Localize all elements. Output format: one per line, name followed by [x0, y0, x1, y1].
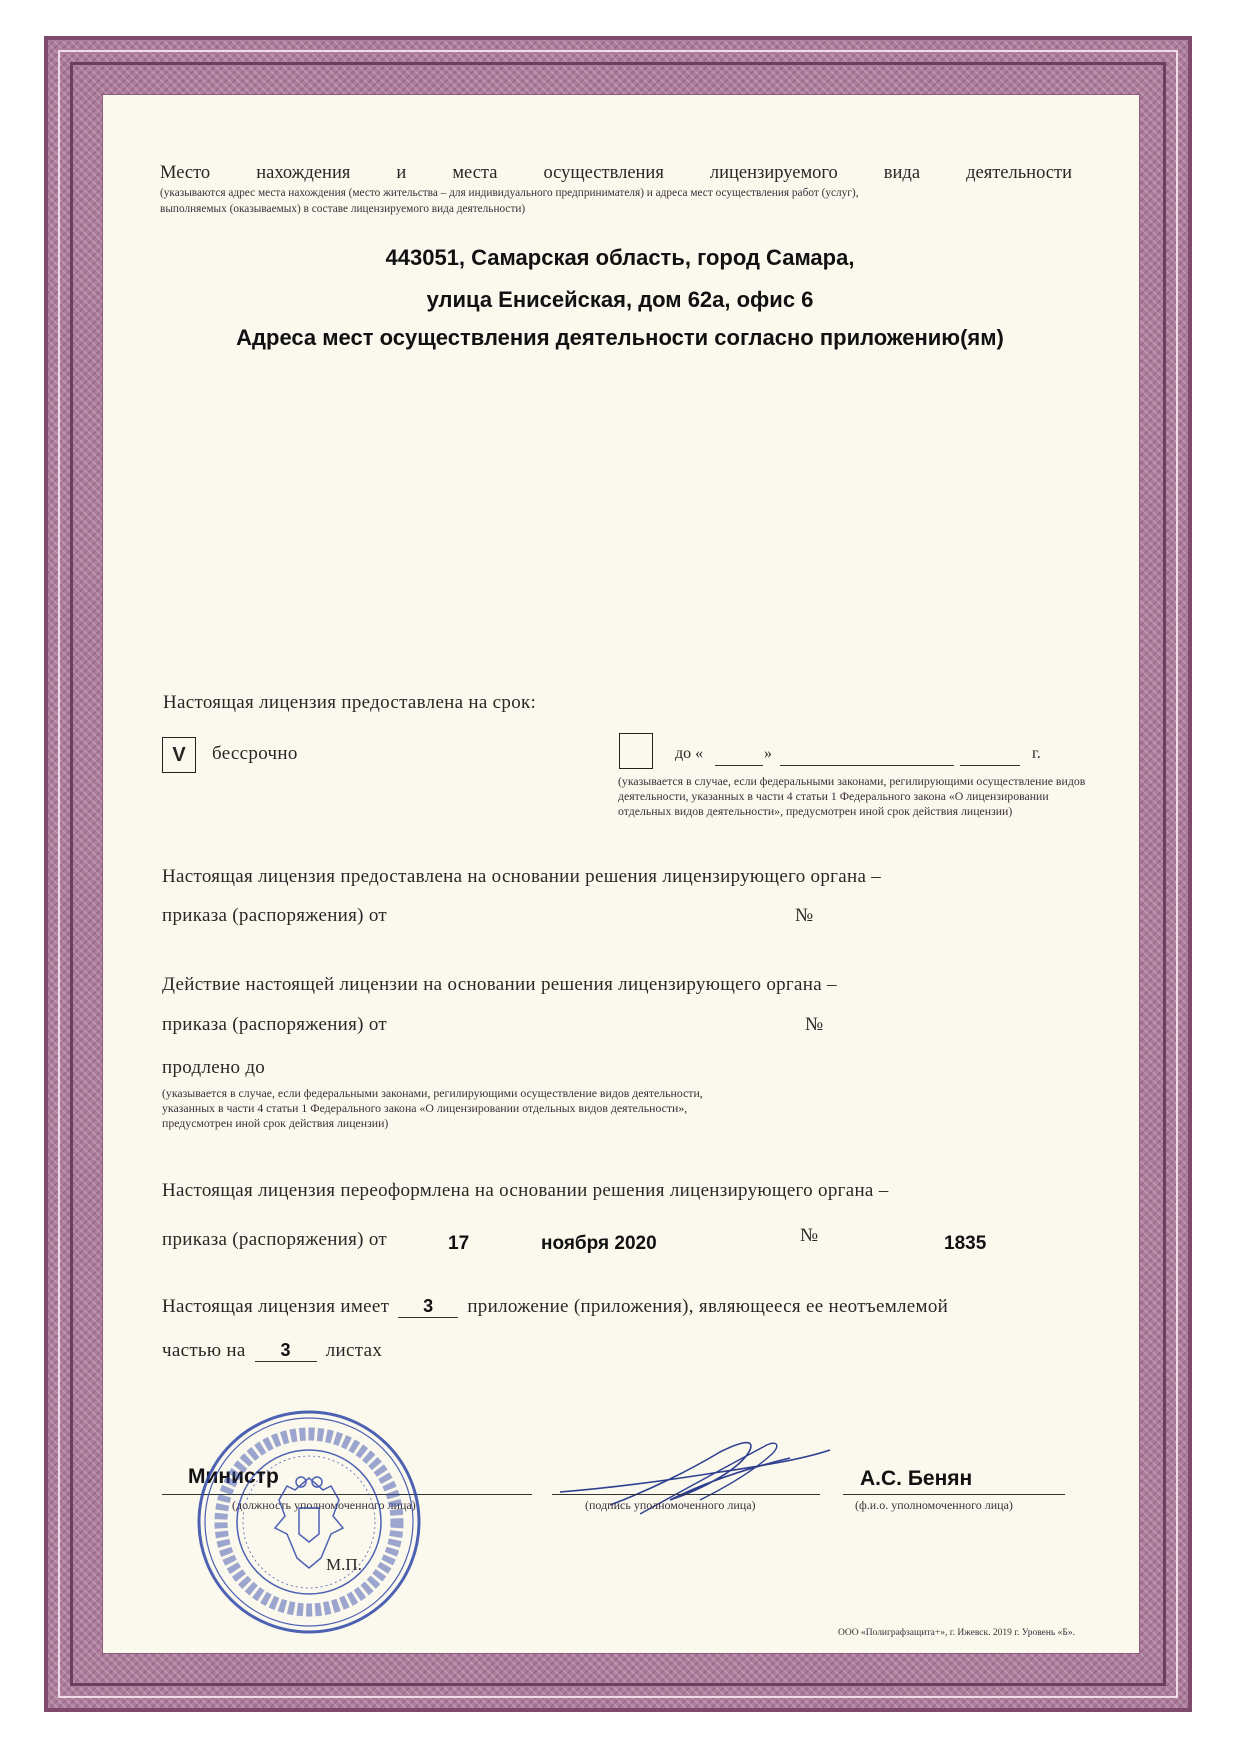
- signer-name: А.С. Бенян: [860, 1467, 973, 1490]
- address-line-2: улица Енисейская, дом 62а, офис 6: [426, 287, 814, 312]
- until-prefix: до «: [675, 745, 704, 762]
- until-mid: »: [764, 745, 772, 762]
- appendix-count: 3: [398, 1296, 458, 1318]
- until-checkbox: [619, 733, 653, 769]
- place-note-2: выполняемых (оказываемых) в составе лицензируемого вида деятельности): [160, 203, 526, 215]
- basis-line-1: Настоящая лицензия предоставлена на основании решения лицензирующего органа –: [162, 866, 882, 887]
- reissue-number: 1835: [944, 1233, 987, 1254]
- term-heading: Настоящая лицензия предоставлена на срок:: [163, 692, 537, 713]
- sheets-after: листах: [325, 1340, 383, 1361]
- signer-position: Министр: [188, 1465, 279, 1488]
- indefinite-label: бессрочно: [212, 743, 298, 764]
- sheets-before: частью на: [162, 1340, 246, 1361]
- basis-line-2: приказа (распоряжения) от: [162, 905, 388, 926]
- basis-number-sign: №: [795, 905, 814, 926]
- appendix-text-after: приложение (приложения), являющееся ее неотъемлемой: [467, 1296, 949, 1317]
- signature-note: (подпись уполномоченного лица): [585, 1498, 756, 1512]
- until-year-suffix: г.: [1032, 745, 1041, 762]
- reissue-day: 17: [448, 1233, 470, 1254]
- extension-line-1: Действие настоящей лицензии на основании решения лицензирующего органа –: [162, 974, 837, 995]
- until-year-line: [960, 765, 1020, 766]
- address-line-1: 443051, Самарская область, город Самара,: [385, 245, 855, 270]
- appendix-line: [162, 1296, 948, 1318]
- reissue-number-sign: №: [800, 1225, 819, 1246]
- extension-note: (указывается в случае, если федеральными законами, регилирующими осуществление видов деятельности, указанных в части 4 статьи 1 Федерального закона «О лицензировании отдельных видов деятельности», предусмотрен иной срок действия лицензии): [162, 1086, 703, 1130]
- term-note: (указывается в случае, если федеральными законами, регилирующими осуществление видов деятельности, указанных в части 4 статьи 1 Федерального закона «О лицензировании отдельных видов деятельности», предусмотрен иной срок действия лицензии): [618, 774, 1086, 818]
- indefinite-checkbox: V: [162, 737, 196, 773]
- place-note-1: (указываются адрес места нахождения (место жительства – для индивидуального предпринимателя) и адреса мест осуществления работ (услуг),: [160, 187, 859, 199]
- reissue-line-2: приказа (распоряжения) от: [162, 1229, 388, 1250]
- extended-until: продлено до: [162, 1057, 266, 1078]
- name-note: (ф.и.о. уполномоченного лица): [855, 1498, 1013, 1512]
- printer-imprint: ООО «Полиграфзащита+», г. Ижевск. 2019 г. Уровень «Б».: [838, 1628, 1075, 1638]
- extension-number-sign: №: [805, 1014, 824, 1035]
- place-line: Место нахождения и места осуществления лицензируемого вида деятельности: [160, 163, 1072, 183]
- reissue-line-1: Настоящая лицензия переоформлена на основании решения лицензирующего органа –: [162, 1180, 889, 1201]
- position-note: (должность уполномоченного лица): [232, 1498, 416, 1512]
- appendix-text-before: Настоящая лицензия имеет: [162, 1296, 390, 1317]
- official-seal: [195, 1408, 423, 1636]
- until-day-line: [715, 765, 763, 766]
- until-month-line: [780, 765, 954, 766]
- name-line: [843, 1494, 1065, 1495]
- signature-line: [552, 1494, 820, 1495]
- reissue-month-year: ноября 2020: [541, 1233, 657, 1254]
- address-line-3: Адреса мест осуществления деятельности согласно приложению(ям): [236, 325, 1004, 350]
- stamp-place-label: М.П.: [326, 1555, 362, 1574]
- extension-line-2: приказа (распоряжения) от: [162, 1014, 388, 1035]
- sheets-count: 3: [255, 1340, 317, 1362]
- sheets-line: [162, 1340, 382, 1362]
